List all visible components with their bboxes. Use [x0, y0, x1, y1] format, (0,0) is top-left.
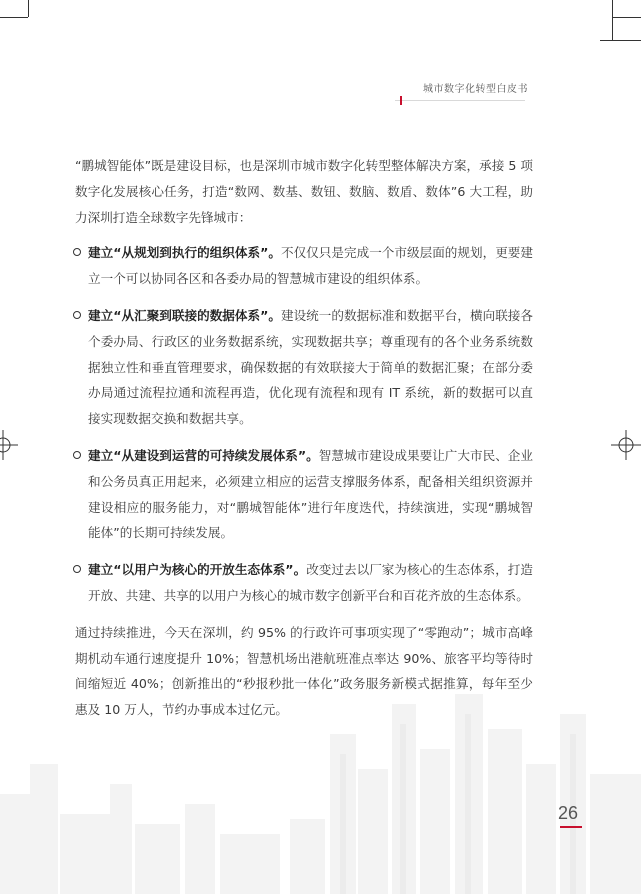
- bullet-item-ecosystem: [75, 557, 533, 609]
- bullet-title: 建立“从汇聚到联接的数据体系”。: [88, 307, 281, 323]
- registration-mark-left-icon: [0, 430, 18, 460]
- circle-bullet-icon: [73, 248, 81, 256]
- crop-mark-top-right-h: [612, 17, 641, 18]
- main-content: [75, 153, 533, 723]
- bullet-text: 建设统一的数据标准和数据平台，横向联接各个委办局、行政区的业务数据系统，实现数据共享；尊重现有的各个业务系统数据独立性和垂直管理要求，确保数据的有效联接大于简单的数据汇聚；在部分委办局通过流程拉通和流程再造，优化现有流程和现有 IT 系统，新的数据可以直接实现数据交换和数据共享。: [88, 307, 533, 427]
- crop-mark-top-right-v: [612, 0, 613, 40]
- header-title: 城市数字化转型白皮书: [423, 84, 528, 95]
- page-number: 26: [558, 803, 579, 823]
- bullet-item-sustainability: [75, 443, 533, 546]
- bullet-text: 智慧城市建设成果要让广大市民、企业和公务员真正用起来，必须建立相应的运营支撑服务体系，配备相关组织资源并建设相应的服务能力，对“鹏城智能体”进行年度迭代，持续演进，实现“鹏城智能体”的长期可持续发展。: [88, 447, 534, 541]
- bullet-item-organization: [75, 240, 533, 292]
- page-number-underline: [560, 826, 582, 828]
- spacer: [75, 230, 533, 240]
- header-rule: [395, 100, 525, 101]
- bullet-text: 不仅仅只是完成一个市级层面的规划，更要建立一个可以协同各区和各委办局的智慧城市建设的组织体系。: [88, 245, 533, 287]
- circle-bullet-icon: [73, 451, 81, 459]
- bullet-item-data: [75, 303, 533, 432]
- crop-mark-top-right-inner: [600, 40, 641, 41]
- intro-paragraph: “鹏城智能体”既是建设目标，也是深圳市城市数字化转型整体解决方案，承接 5 项数字化发展核心任务，打造“数网、数基、数钮、数脑、数盾、数体”6 大工程，助力深圳打造全球数字先锋城市：: [75, 158, 533, 225]
- bullet-title: 建立“以用户为核心的开放生态体系”。: [88, 562, 307, 578]
- crop-mark-top-left-v: [28, 0, 29, 17]
- bullet-title: 建立“从规划到执行的组织体系”。: [88, 245, 281, 261]
- circle-bullet-icon: [73, 311, 81, 319]
- circle-bullet-icon: [73, 565, 81, 573]
- summary-paragraph: 通过持续推进，今天在深圳，约 95% 的行政许可事项实现了“零跑动”；城市高峰期机动车通行速度提升 10%；智慧机场出港航班准点率达 90%、旅客平均等待时间缩短近 40%；创新推出的“秒报秒批一体化”政务服务新模式据推算，每年至少惠及 10 万人，节约办事成本过亿元。: [75, 624, 533, 718]
- crop-mark-top-left-h: [0, 17, 28, 18]
- bullet-title: 建立“从建设到运营的可持续发展体系”。: [88, 447, 319, 463]
- registration-mark-right-icon: [611, 430, 641, 460]
- header-accent-tick: [400, 96, 402, 105]
- bullet-text: 改变过去以厂家为核心的生态体系，打造开放、共建、共享的以用户为核心的城市数字创新平台和百花齐放的生态体系。: [88, 562, 533, 603]
